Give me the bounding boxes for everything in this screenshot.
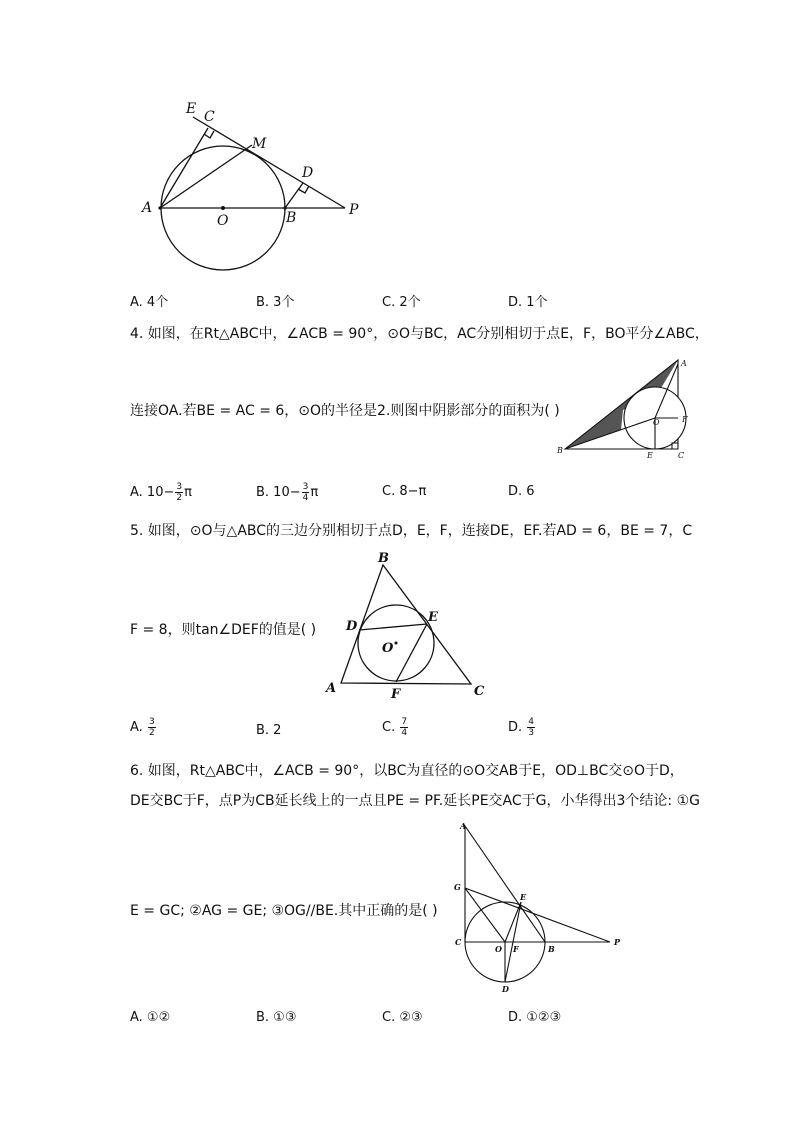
q3-option-a[interactable]: A. 4个 xyxy=(130,295,169,310)
q5-option-c[interactable]: C. $\frac{7}{4}$ xyxy=(382,717,408,738)
q3-option-c[interactable]: C. 2个 xyxy=(382,295,421,310)
q5-line-DE xyxy=(359,624,427,630)
q6-label-D: D xyxy=(502,984,509,994)
q5-label-C: C xyxy=(474,684,485,699)
q3-label-E: E xyxy=(186,101,197,117)
q4-stem-line2: 连接OA.若BE = AC = 6，⊙O的半径是2.则图中阴影部分的面积为( ) xyxy=(130,403,560,419)
q3-figure xyxy=(130,90,370,280)
q6-label-E: E xyxy=(520,892,527,902)
q5-label-F: F xyxy=(391,687,401,702)
q5-triangle-ABC xyxy=(341,565,471,684)
q4-label-O: O xyxy=(653,418,660,427)
q3-label-B: B xyxy=(286,210,297,226)
q4-label-B: B xyxy=(557,446,563,455)
q5-stem-line1: 5. 如图，⊙O与△ABC的三边分别相切于点D，E，F，连接DE，EF.若AD = 6，BE = 7，C xyxy=(130,523,693,539)
q3-line-EP xyxy=(193,117,345,208)
q3-line-BD xyxy=(285,183,303,208)
q6-label-C: C xyxy=(455,937,462,947)
q5-label-E: E xyxy=(428,610,438,625)
q6-label-O: O xyxy=(495,944,502,954)
q3-label-P: P xyxy=(349,202,359,218)
q3-option-b[interactable]: B. 3个 xyxy=(256,295,295,310)
q6-line-GP xyxy=(465,888,610,942)
q3-label-M: M xyxy=(252,136,267,152)
q6-stem-line2: DE交BC于F，点P为CB延长线上的一点且PE = PF.延长PE交AC于G，小华得出3个结论: ①G xyxy=(130,793,700,809)
q3-label-O: O xyxy=(217,213,229,229)
q3-label-D: D xyxy=(302,165,314,181)
q3-option-d[interactable]: D. 1个 xyxy=(508,295,548,310)
q5-option-b[interactable]: B. 2 xyxy=(256,723,282,738)
q5-stem-line2: F = 8，则tan∠DEF的值是( ) xyxy=(130,622,317,638)
q5-figure xyxy=(320,545,495,705)
q3-line-AM xyxy=(160,145,252,208)
q3-label-C: C xyxy=(204,109,215,125)
q6-stem-line3: E = GC; ②AG = GE; ③OG//BE.其中正确的是( ) xyxy=(130,903,438,919)
q6-triangle-ABC xyxy=(465,826,545,942)
q4-option-b[interactable]: B. 10− $\frac{3}{4}$ π xyxy=(256,482,319,503)
q6-label-F: F xyxy=(513,944,519,954)
q4-option-c[interactable]: C. 8−π xyxy=(382,484,427,499)
q5-label-A: A xyxy=(326,681,337,696)
q4-label-E: E xyxy=(647,451,653,460)
q4-option-a[interactable]: A. 10− $\frac{3}{2}$ π xyxy=(130,482,192,503)
q4-stem-line1: 4. 如图，在Rt△ABC中，∠ACB = 90°，⊙O与BC，AC分别相切于点E，F，BO平分∠ABC， xyxy=(130,326,709,342)
q4-label-F: F xyxy=(682,415,688,424)
q4-option-d[interactable]: D. 6 xyxy=(508,484,535,499)
q6-option-c[interactable]: C. ②③ xyxy=(382,1010,423,1025)
q6-label-P: P xyxy=(614,937,621,947)
q6-option-d[interactable]: D. ①②③ xyxy=(508,1010,562,1025)
q5-label-B: B xyxy=(378,551,389,566)
q5-option-a[interactable]: A. $\frac{3}{2}$ xyxy=(130,717,155,738)
q6-line-GO xyxy=(465,888,505,942)
q4-label-A: A xyxy=(681,359,687,368)
q5-option-d[interactable]: D. $\frac{4}{3}$ xyxy=(508,717,535,738)
q6-stem-line1: 6. 如图，Rt△ABC中，∠ACB = 90°，以BC为直径的⊙O交AB于E，OD⊥BC交⊙O于D， xyxy=(130,763,684,779)
q6-label-G: G xyxy=(454,882,461,892)
q6-option-a[interactable]: A. ①② xyxy=(130,1010,171,1025)
q3-label-A: A xyxy=(142,200,153,216)
q6-option-b[interactable]: B. ①③ xyxy=(256,1010,297,1025)
q4-figure xyxy=(555,355,705,460)
q5-label-O: O xyxy=(382,641,394,656)
q4-label-C: C xyxy=(678,451,685,460)
q5-line-EF xyxy=(396,624,427,682)
q6-figure xyxy=(450,815,630,995)
q5-label-D: D xyxy=(346,619,358,634)
q6-label-A: A xyxy=(460,821,467,831)
q3-line-AC xyxy=(160,128,208,208)
q6-label-B: B xyxy=(548,944,555,954)
q6-line-EO xyxy=(505,902,521,942)
